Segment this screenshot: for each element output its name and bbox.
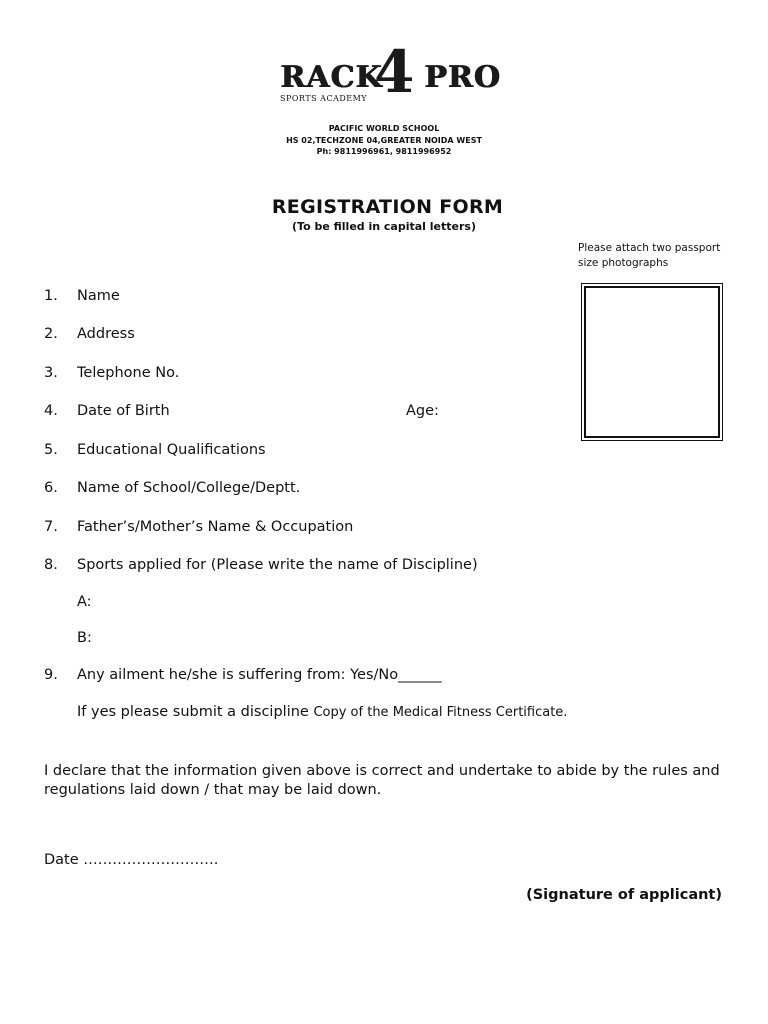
- logo-numeral: 4: [374, 38, 415, 106]
- field-age-label: Age:: [406, 403, 439, 419]
- field-number-1: 1.: [44, 288, 58, 304]
- field-sports-label: Sports applied for (Please write the name of Discipline): [77, 557, 478, 573]
- field-number-7: 7.: [44, 519, 58, 535]
- date-line: Date ……………………….: [44, 852, 219, 868]
- field-number-5: 5.: [44, 442, 58, 458]
- logo-tagline: SPORTS ACADEMY: [280, 94, 368, 103]
- logo-left-word: RACK: [280, 60, 383, 95]
- school-info: [0, 123, 768, 158]
- field-dob-label: Date of Birth: [77, 403, 170, 419]
- medical-note-prefix: If yes please submit a discipline: [77, 704, 309, 720]
- declaration-text: I declare that the information given above is correct and undertake to abide by the rules and regulations laid down / that may be laid down.: [44, 763, 720, 798]
- field-telephone-label: Telephone No.: [77, 365, 180, 381]
- field-number-8: 8.: [44, 557, 58, 573]
- field-number-3: 3.: [44, 365, 58, 381]
- school-address: HS 02,TECHZONE 04,GREATER NOIDA WEST: [286, 135, 482, 145]
- signature-label: (Signature of applicant): [526, 887, 722, 903]
- form-title: REGISTRATION FORM: [271, 196, 504, 218]
- medical-note-suffix: Copy of the Medical Fitness Certificate.: [313, 705, 568, 720]
- logo-right-word: PRO: [424, 60, 501, 95]
- field-education-label: Educational Qualifications: [77, 442, 266, 458]
- field-name-label: Name: [77, 288, 120, 304]
- field-number-6: 6.: [44, 480, 58, 496]
- field-parent-label: Father’s/Mother’s Name & Occupation: [77, 519, 354, 535]
- field-sport-b-label: B:: [77, 630, 92, 646]
- field-ailment-label: Any ailment he/she is suffering from: Yes/No______: [77, 667, 442, 683]
- photo-instruction: Please attach two passport size photographs: [578, 242, 721, 269]
- academy-logo: [0, 38, 768, 106]
- field-sport-a-label: A:: [77, 594, 92, 610]
- medical-note: [77, 704, 567, 720]
- field-number-2: 2.: [44, 326, 58, 342]
- field-address-label: Address: [77, 326, 135, 342]
- field-number-9: 9.: [44, 667, 58, 683]
- field-school-label: Name of School/College/Deptt.: [77, 480, 301, 496]
- school-phone: Ph: 9811996961, 9811996952: [316, 147, 452, 156]
- field-number-4: 4.: [44, 403, 58, 419]
- form-subtitle: (To be filled in capital letters): [292, 220, 476, 233]
- school-name: PACIFIC WORLD SCHOOL: [328, 124, 440, 133]
- photo-box: [581, 283, 723, 441]
